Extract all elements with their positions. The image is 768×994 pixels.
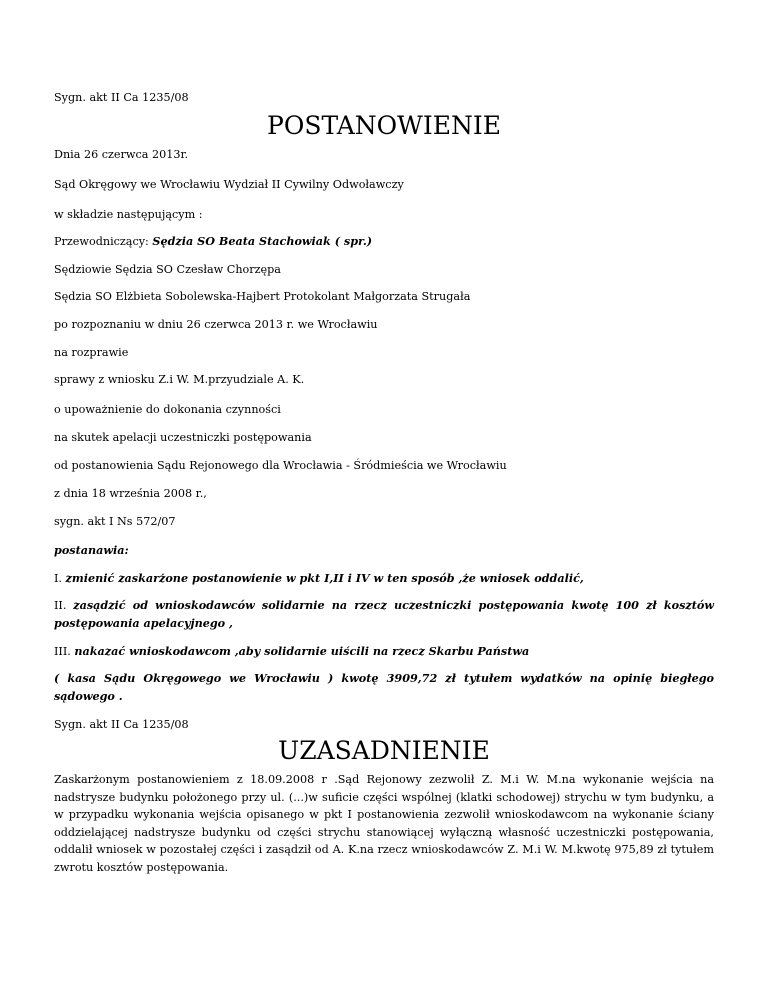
from-decision-line: od postanowienia Sądu Rejonowego dla Wrocławia - Śródmieścia we Wrocławiu: [54, 459, 507, 472]
chair-name: Sędzia SO Beata Stachowiak ( spr.): [152, 234, 373, 248]
judge-recorder-line: Sędzia SO Elżbieta Sobolewska-Hajbert Protokolant Małgorzata Strugała: [54, 290, 471, 303]
ruling-item-text: zmienić zaskarżone postanowienie w pkt I,II i IV w ten sposób ,że wniosek oddalić,: [65, 571, 584, 585]
justification-case-number: Sygn. akt II Ca 1235/08: [54, 718, 189, 731]
justification-paragraph: Zaskarżonym postanowieniem z 18.09.2008 r .Sąd Rejonowy zezwolił Z. M.i W. M.na wykonanie wejścia na nadstrysze budynku położonego przy ul. (...)w suficie części wspólnej (klatki schodowej) strychu w tym budynku, a w przypadku wykonania wejścia opisanego w pkt I postanowienia zezwolił wnioskodawcom na wykonanie ściany oddzielającej nadstrysze budynku od części strychu stanowiącej wyłączną własność uczestniczki postępowania, oddalił wniosek w pozostałej części i zasądził od A. K.na rzecz wnioskodawców Z. M.i W. M.kwotę 975,89 zł tytułem zwrotu kosztów postępowania.: [54, 773, 714, 874]
on-trial-line: na rozprawie: [54, 346, 129, 359]
case-number: Sygn. akt II Ca 1235/08: [54, 91, 189, 104]
ruling-item-number: III.: [54, 645, 71, 658]
court-line: Sąd Okręgowy we Wrocławiu Wydział II Cywilny Odwoławczy: [54, 178, 404, 191]
hearing-line: po rozpoznaniu w dniu 26 czerwca 2013 r. we Wrocławiu: [54, 318, 378, 331]
ref-number-line: sygn. akt I Ns 572/07: [54, 515, 176, 528]
ruling-item-text: nakazać wnioskodawcom ,aby solidarnie uiścili na rzecz Skarbu Państwa: [74, 644, 530, 658]
ruling-continuation: ( kasa Sądu Okręgowego we Wrocławiu ) kwotę 3909,72 zł tytułem wydatków na opinię biegłego sądowego .: [54, 671, 714, 703]
ruling-label: postanawia:: [54, 543, 129, 557]
chair-label: Przewodniczący:: [54, 235, 149, 248]
appeal-line: na skutek apelacji uczestniczki postępowania: [54, 431, 312, 444]
justification-title: UZASADNIENIE: [278, 736, 490, 765]
from-date-line: z dnia 18 września 2008 r.,: [54, 487, 207, 500]
authorization-line: o upoważnienie do dokonania czynności: [54, 403, 281, 416]
chair-line: [54, 234, 372, 249]
ruling-item-text: zasądzić od wnioskodawców solidarnie na rzecz uczestniczki postępowania kwotę 100 zł kosztów postępowania apelacyjnego ,: [54, 598, 714, 630]
date-line: Dnia 26 czerwca 2013r.: [54, 148, 189, 161]
judges-line: Sędziowie Sędzia SO Czesław Chorzępa: [54, 263, 281, 276]
case-motion-line: sprawy z wniosku Z.i W. M.przyudziale A. K.: [54, 373, 305, 386]
ruling-item: [54, 644, 529, 659]
document-title: POSTANOWIENIE: [267, 111, 501, 140]
ruling-item-number: II.: [54, 599, 67, 612]
ruling-item-number: I.: [54, 572, 62, 585]
composition-line: w składzie następującym :: [54, 208, 203, 221]
ruling-item: [54, 597, 714, 632]
ruling-item: [54, 571, 584, 586]
